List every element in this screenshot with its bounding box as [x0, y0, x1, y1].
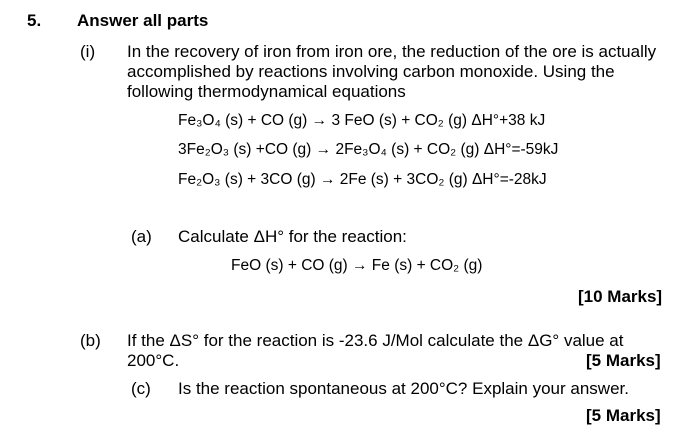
- thermo-equation-1: Fe₃O₄ (s) + CO (g) → 3 FeO (s) + CO₂ (g) ΔH°+38 kJ: [178, 112, 546, 129]
- part-b-text-line-1: If the ΔS° for the reaction is -23.6 J/Mol calculate the ΔG° value at: [127, 331, 624, 350]
- part-i-text-line-2: accomplished by reactions involving carbon monoxide. Using the: [127, 62, 615, 81]
- part-b-text-line-2: 200°C.: [127, 351, 180, 370]
- part-c-text: Is the reaction spontaneous at 200°C? Explain your answer.: [178, 379, 629, 398]
- part-a-label: (a): [131, 227, 152, 246]
- part-c-label: (c): [131, 379, 151, 398]
- part-b-label: (b): [80, 331, 101, 350]
- thermo-equation-2: 3Fe₂O₃ (s) +CO (g) → 2Fe₃O₄ (s) + CO₂ (g) ΔH°=-59kJ: [178, 141, 559, 158]
- part-i-label: (i): [80, 42, 96, 61]
- thermo-equation-3: Fe₂O₃ (s) + 3CO (g) → 2Fe (s) + 3CO₂ (g) ΔH°=-28kJ: [178, 171, 547, 188]
- part-a-text: Calculate ΔH° for the reaction:: [178, 227, 407, 246]
- question-number: 5.: [27, 11, 42, 30]
- question-heading: Answer all parts: [77, 11, 209, 30]
- part-i-text-line-3: following thermodynamical equations: [127, 82, 406, 101]
- part-a-marks: [10 Marks]: [578, 287, 663, 306]
- part-i-text-line-1: In the recovery of iron from iron ore, the reduction of the ore is actually: [127, 42, 657, 61]
- target-reaction-equation: FeO (s) + CO (g) → Fe (s) + CO₂ (g): [231, 257, 483, 274]
- part-b-marks: [5 Marks]: [586, 351, 661, 370]
- part-c-marks: [5 Marks]: [586, 406, 661, 425]
